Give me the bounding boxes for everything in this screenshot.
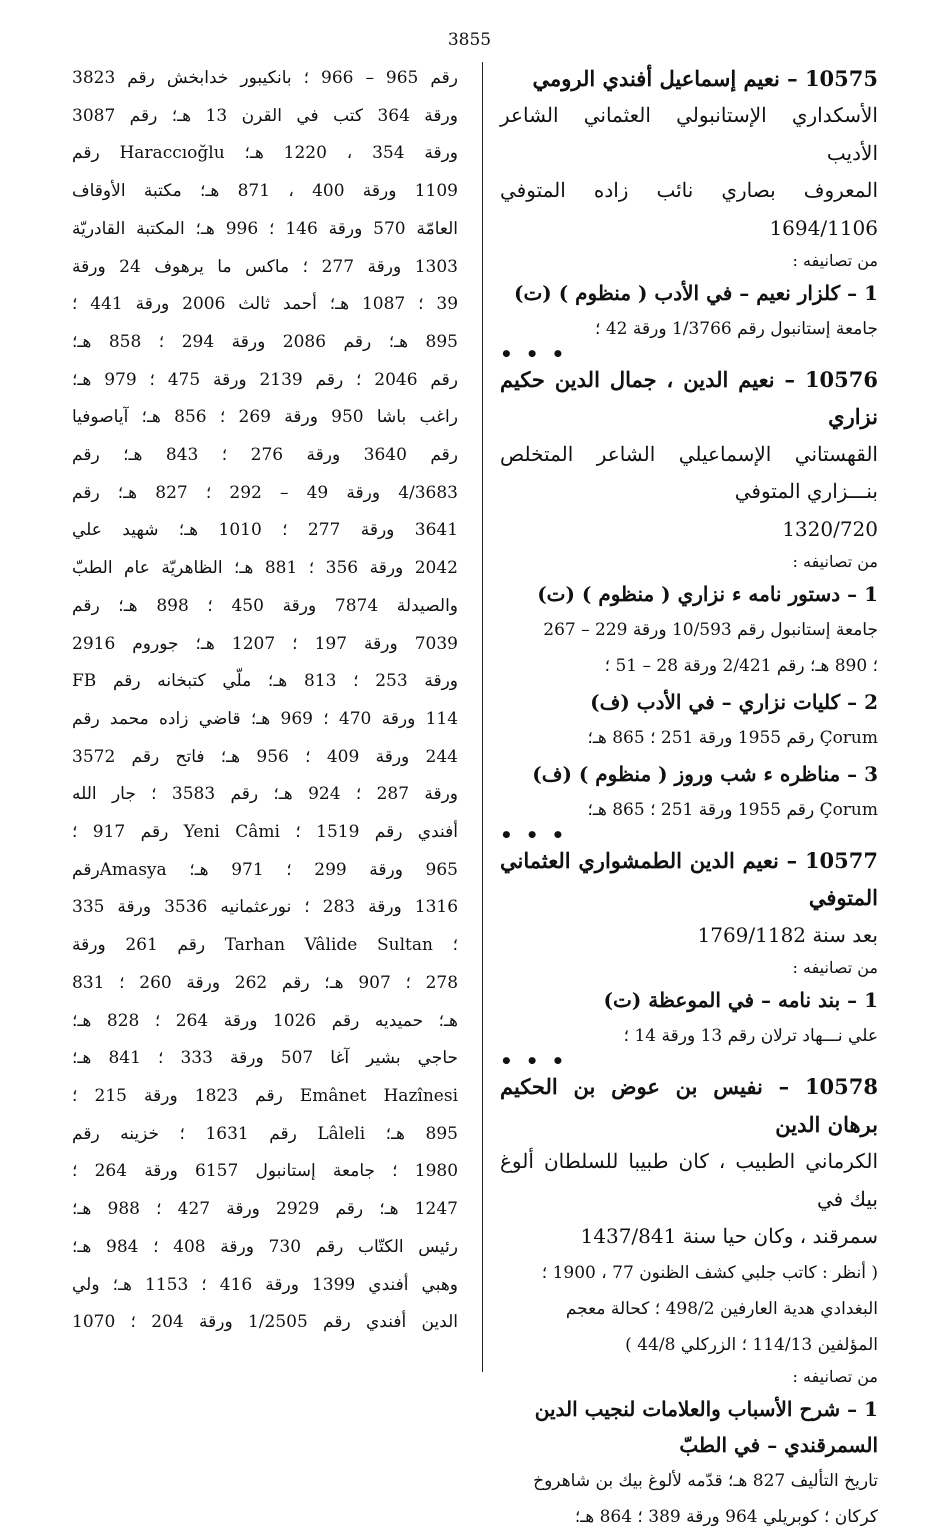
entry-heading: 10578 – نفيس بن عوض بن الحكيم برهان الدين — [500, 1074, 878, 1137]
right-column — [500, 60, 878, 1535]
works-label: من تصانيفه : — [792, 251, 878, 271]
work-title: السمرقندي – في الطبّ — [679, 1433, 878, 1458]
manuscript-line: رقم 2046 ؛ رقم 2139 ورقة 475 ؛ 979 هـ؛ — [72, 369, 459, 390]
manuscript-line: علي نـــهاد ترلان رقم 13 ورقة 14 ؛ — [623, 1026, 878, 1047]
work-title: 1 – دستور نامه ء نزاري ( منظوم ) (ت) — [537, 582, 878, 607]
manuscript-line: Emânet Hazînesi رقم 1823 ورقة 215 ؛ — [72, 1085, 459, 1106]
manuscript-line: أفندي رقم 1519 ؛ Yeni Câmi رقم 917 ؛ — [72, 822, 459, 843]
manuscript-line: 4/3683 ورقة 49 – 292 ؛ 827 هـ؛ رقم — [72, 482, 458, 503]
entry-text-line: بعد سنة 1769/1182 — [697, 922, 878, 947]
entry-separator: • • • — [500, 1049, 568, 1074]
manuscript-line: والصيدلة 7874 ورقة 450 ؛ 898 هـ؛ رقم — [72, 595, 459, 616]
manuscript-line: 7039 ورقة 197 ؛ 1207 هـ؛ جوروم 2916 — [72, 633, 458, 654]
entry-separator: • • • — [500, 823, 568, 848]
manuscript-line: رقم 965 – 966 ؛ بانكيبور خدابخش رقم 3823 — [72, 68, 458, 88]
entry-heading: 10576 – نعيم الدين ، جمال الدين حكيم نزاري — [500, 367, 878, 430]
entry-heading: 10575 – نعيم إسماعيل أفندي الرومي — [532, 66, 878, 91]
manuscript-line: ورقة 253 ؛ 813 هـ؛ ملّي كتبخانه رقم FB — [72, 671, 458, 692]
manuscript-line: Çorum رقم 1955 ورقة 251 ؛ 865 هـ؛ — [587, 800, 878, 821]
work-title: 1 – بند نامه – في الموعظة (ت) — [603, 988, 878, 1013]
manuscript-line: رئيس الكتّاب رقم 730 ورقة 408 ؛ 984 هـ؛ — [72, 1236, 458, 1257]
manuscript-line: جامعة إستانبول رقم 10/593 ورقة 229 – 267 — [543, 620, 878, 641]
manuscript-line: المؤلفين 114/13 ؛ الزركلي 44/8 ) — [625, 1335, 878, 1356]
work-title: 3 – مناظره ء شب وروز ( منظوم ) (ف) — [532, 762, 878, 787]
works-label: من تصانيفه : — [792, 1367, 878, 1387]
manuscript-line: رقم 3640 ورقة 276 ؛ 843 هـ؛ رقم — [72, 445, 458, 466]
manuscript-line: 1303 ورقة 277 ؛ ماكس ما يرهوف 24 ورقة — [72, 256, 458, 277]
entry-text-line: 1320/720 — [782, 516, 878, 541]
manuscript-line: وهبي أفندي 1399 ورقة 416 ؛ 1153 هـ؛ ولي — [72, 1274, 459, 1295]
manuscript-line: ورقة 287 ؛ 924 هـ؛ رقم 3583 ؛ جار الله — [72, 784, 458, 805]
manuscript-line: ؛ 890 هـ؛ رقم 2/421 ورقة 28 – 51 ؛ — [604, 656, 878, 677]
manuscript-line: جامعة إستانبول رقم 1/3766 ورقة 42 ؛ — [595, 319, 878, 340]
manuscript-line: 114 ورقة 470 ؛ 969 هـ؛ قاضي زاده محمد رقم — [72, 708, 459, 729]
work-title: 1 – شرح الأسباب والعلامات لنجيب الدين — [534, 1397, 878, 1422]
work-title: 2 – كليات نزاري – في الأدب (ف) — [590, 690, 878, 715]
manuscript-line: Çorum رقم 1955 ورقة 251 ؛ 865 هـ؛ — [587, 728, 878, 749]
manuscript-line: 1980 ؛ جامعة إستانبول 6157 ورقة 264 ؛ — [72, 1161, 459, 1182]
left-column — [72, 60, 458, 1342]
manuscript-line: راغب باشا 950 ورقة 269 ؛ 856 هـ؛ آياصوفيا — [72, 407, 458, 428]
manuscript-line: ( أنظر : كاتب جلبي كشف الظنون 77 ، 1900 ؛ — [541, 1263, 878, 1284]
manuscript-line: ورقة 354 ، 1220 هـ؛ Haraccıoğlu رقم — [72, 143, 458, 164]
manuscript-line: البغدادي هدية العارفين 498/2 ؛ كحالة معجم — [565, 1299, 878, 1320]
entry-separator: • • • — [500, 342, 568, 367]
manuscript-line: 895 هـ؛ رقم 2086 ورقة 294 ؛ 858 هـ؛ — [72, 331, 458, 352]
manuscript-line: تاريخ التأليف 827 هـ؛ قدّمه لألوغ بيك بن شاهروخ — [533, 1471, 878, 1492]
manuscript-line: ؛ Tarhan Vâlide Sultan رقم 261 ورقة — [72, 935, 458, 956]
entry-heading: 10577 – نعيم الدين الطمشواري العثماني المتوفي — [500, 848, 878, 911]
manuscript-line: 2042 ورقة 356 ؛ 881 هـ؛ الظاهريّة عام الطبّ — [72, 558, 458, 579]
manuscript-line: 1247 هـ؛ رقم 2929 ورقة 427 ؛ 988 هـ؛ — [72, 1199, 458, 1220]
entry-text-line: الأسكداري الإستانبولي العثماني الشاعر الأديب — [500, 103, 878, 165]
entry-text-line: المعروف بصاري نائب زاده المتوفي 1694/1106 — [500, 178, 878, 240]
manuscript-line: هـ؛ حميديه رقم 1026 ورقة 264 ؛ 828 هـ؛ — [72, 1010, 458, 1031]
works-label: من تصانيفه : — [792, 958, 878, 978]
manuscript-line: الدين أفندي رقم 1/2505 ورقة 204 ؛ 1070 — [72, 1312, 458, 1333]
manuscript-line: 1109 ورقة 400 ، 871 هـ؛ مكتبة الأوقاف — [72, 181, 458, 202]
manuscript-line: 965 ورقة 299 ؛ 971 هـ؛ Amasyaرقم — [72, 859, 458, 880]
manuscript-line: 244 ورقة 409 ؛ 956 هـ؛ فاتح رقم 3572 — [72, 746, 458, 767]
entry-text-line: الكرماني الطبيب ، كان طبيبا للسلطان ألوغ بيك في — [500, 1149, 878, 1211]
manuscript-line: 3641 ورقة 277 ؛ 1010 هـ؛ شهيد علي — [72, 520, 459, 541]
column-divider — [482, 62, 483, 1372]
manuscript-line: 1316 ورقة 283 ؛ نورعثمانيه 3536 ورقة 335 — [72, 897, 459, 918]
works-label: من تصانيفه : — [792, 552, 878, 572]
manuscript-line: 39 ؛ 1087 هـ؛ أحمد ثالث 2006 ورقة 441 ؛ — [72, 294, 459, 315]
entry-text-line: سمرقند ، وكان حيا سنة 1437/841 — [580, 1223, 878, 1248]
manuscript-line: حاجي بشير آغا 507 ورقة 333 ؛ 841 هـ؛ — [72, 1048, 459, 1069]
manuscript-line: 278 ؛ 907 هـ؛ رقم 262 ورقة 260 ؛ 831 — [72, 972, 459, 993]
manuscript-line: 895 هـ؛ Lâleli رقم 1631 ؛ خزينه رقم — [72, 1123, 458, 1144]
page-number: 3855 — [447, 30, 492, 50]
manuscript-line: ورقة 364 كتب في القرن 13 هـ؛ رقم 3087 — [72, 105, 458, 126]
manuscript-line: العامّة 570 ورقة 146 ؛ 996 هـ؛ المكتبة القادريّة — [72, 218, 458, 239]
entry-text-line: القهستاني الإسماعيلي الشاعر المتخلص بنـــزاري المتوفي — [500, 441, 878, 504]
manuscript-line: كركان ؛ كوبريلي 964 ورقة 389 ؛ 864 هـ؛ — [574, 1507, 878, 1528]
work-title: 1 – كلزار نعيم – في الأدب ( منظوم ) (ت) — [514, 281, 878, 306]
